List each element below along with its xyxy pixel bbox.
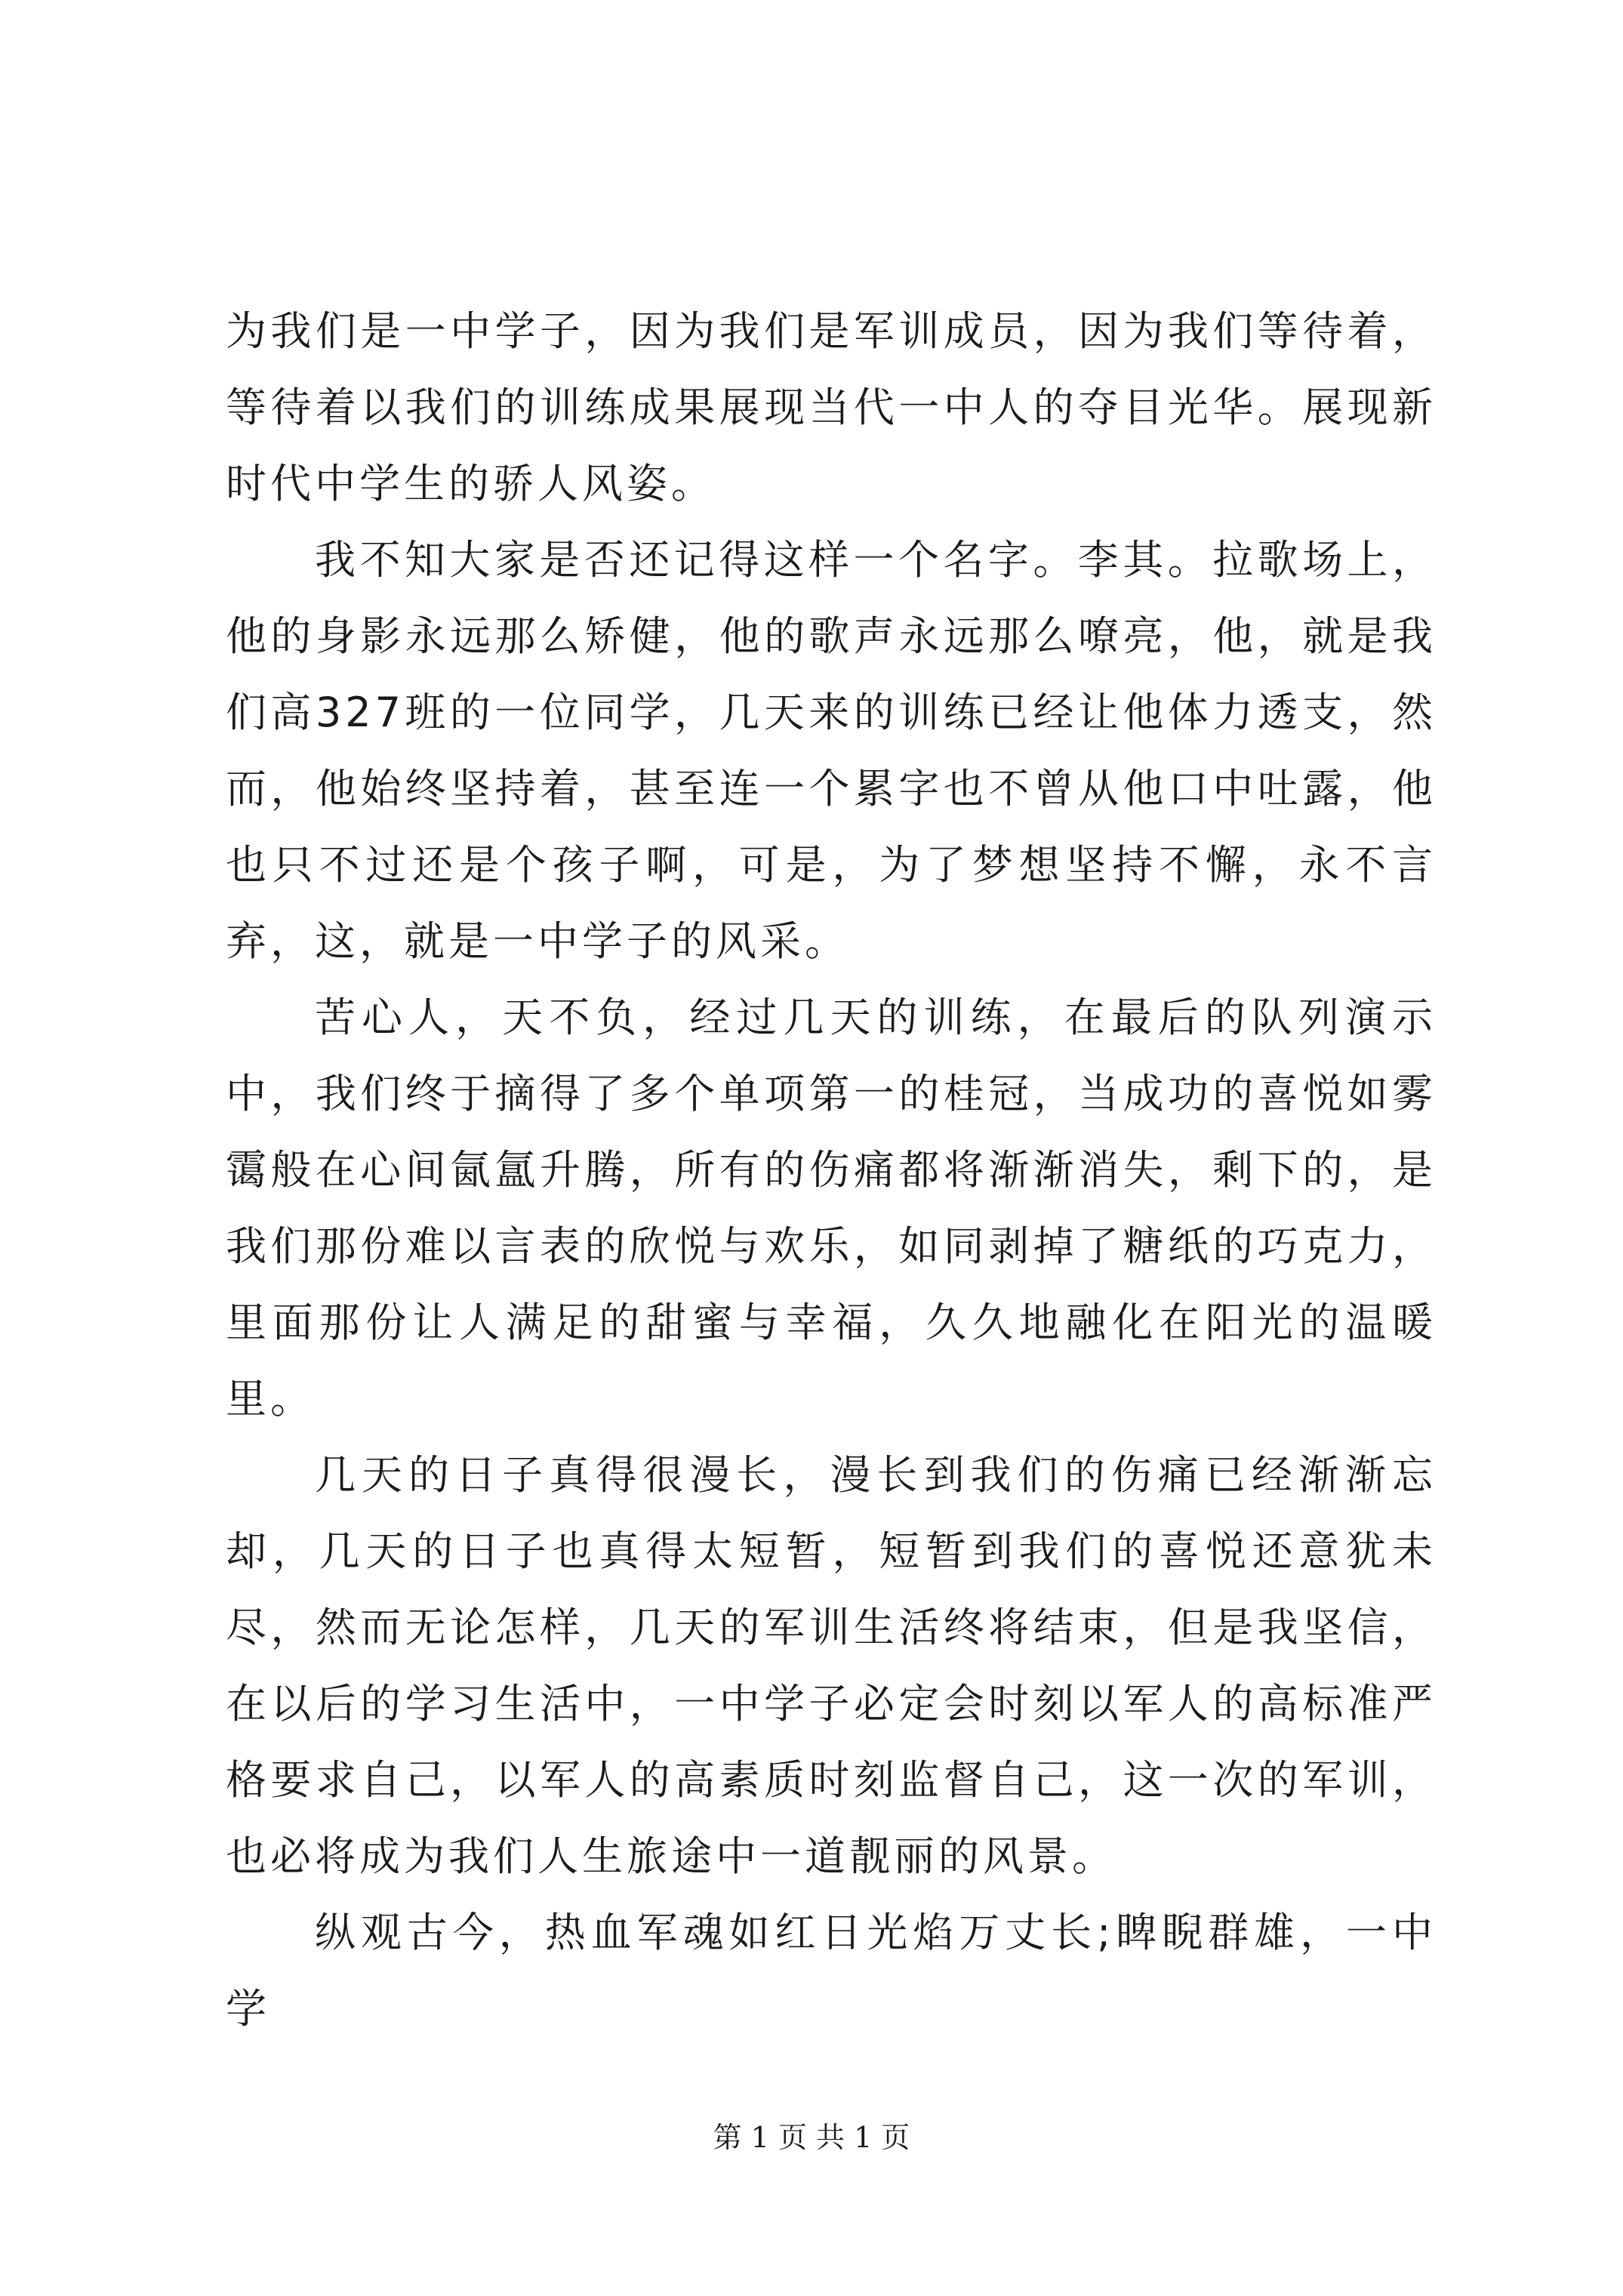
paragraph-1: 为我们是一中学子，因为我们是军训成员，因为我们等待着，等待着以我们的训练成果展现当代一中人的夺目光华。展现新时代中学生的骄人风姿。	[226, 307, 1437, 507]
paragraph-2: 我不知大家是否还记得这样一个名字。李其。拉歌场上，他的身影永远那么矫健，他的歌声永远那么嘹亮，他，就是我们高327班的一位同学，几天来的训练已经让他体力透支，然而，他始终坚持着，甚至连一个累字也不曾从他口中吐露，他也只不过还是个孩子啊，可是，为了梦想坚持不懈，永不言弃，这，就是一中学子的风采。	[226, 536, 1437, 965]
paragraph-5: 纵观古今，热血军魂如红日光焰万丈长;睥睨群雄，一中学	[226, 1909, 1437, 2032]
paragraph-4: 几天的日子真得很漫长，漫长到我们的伤痛已经渐渐忘却，几天的日子也真得太短暂，短暂到我们的喜悦还意犹未尽，然而无论怎样，几天的军训生活终将结束，但是我坚信，在以后的学习生活中，一中学子必定会时刻以军人的高标准严格要求自己，以军人的高素质时刻监督自己，这一次的军训，也必将成为我们人生旅途中一道靓丽的风景。	[226, 1451, 1437, 1880]
document-body	[226, 293, 1437, 2047]
paragraph-3: 苦心人，天不负，经过几天的训练，在最后的队列演示中，我们终于摘得了多个单项第一的桂冠，当成功的喜悦如雾霭般在心间氤氲升腾，所有的伤痛都将渐渐消失，剩下的，是我们那份难以言表的欣悦与欢乐，如同剥掉了糖纸的巧克力，里面那份让人满足的甜蜜与幸福，久久地融化在阳光的温暖里。	[226, 994, 1437, 1422]
page-number-footer: 第 1 页 共 1 页	[713, 2121, 910, 2154]
